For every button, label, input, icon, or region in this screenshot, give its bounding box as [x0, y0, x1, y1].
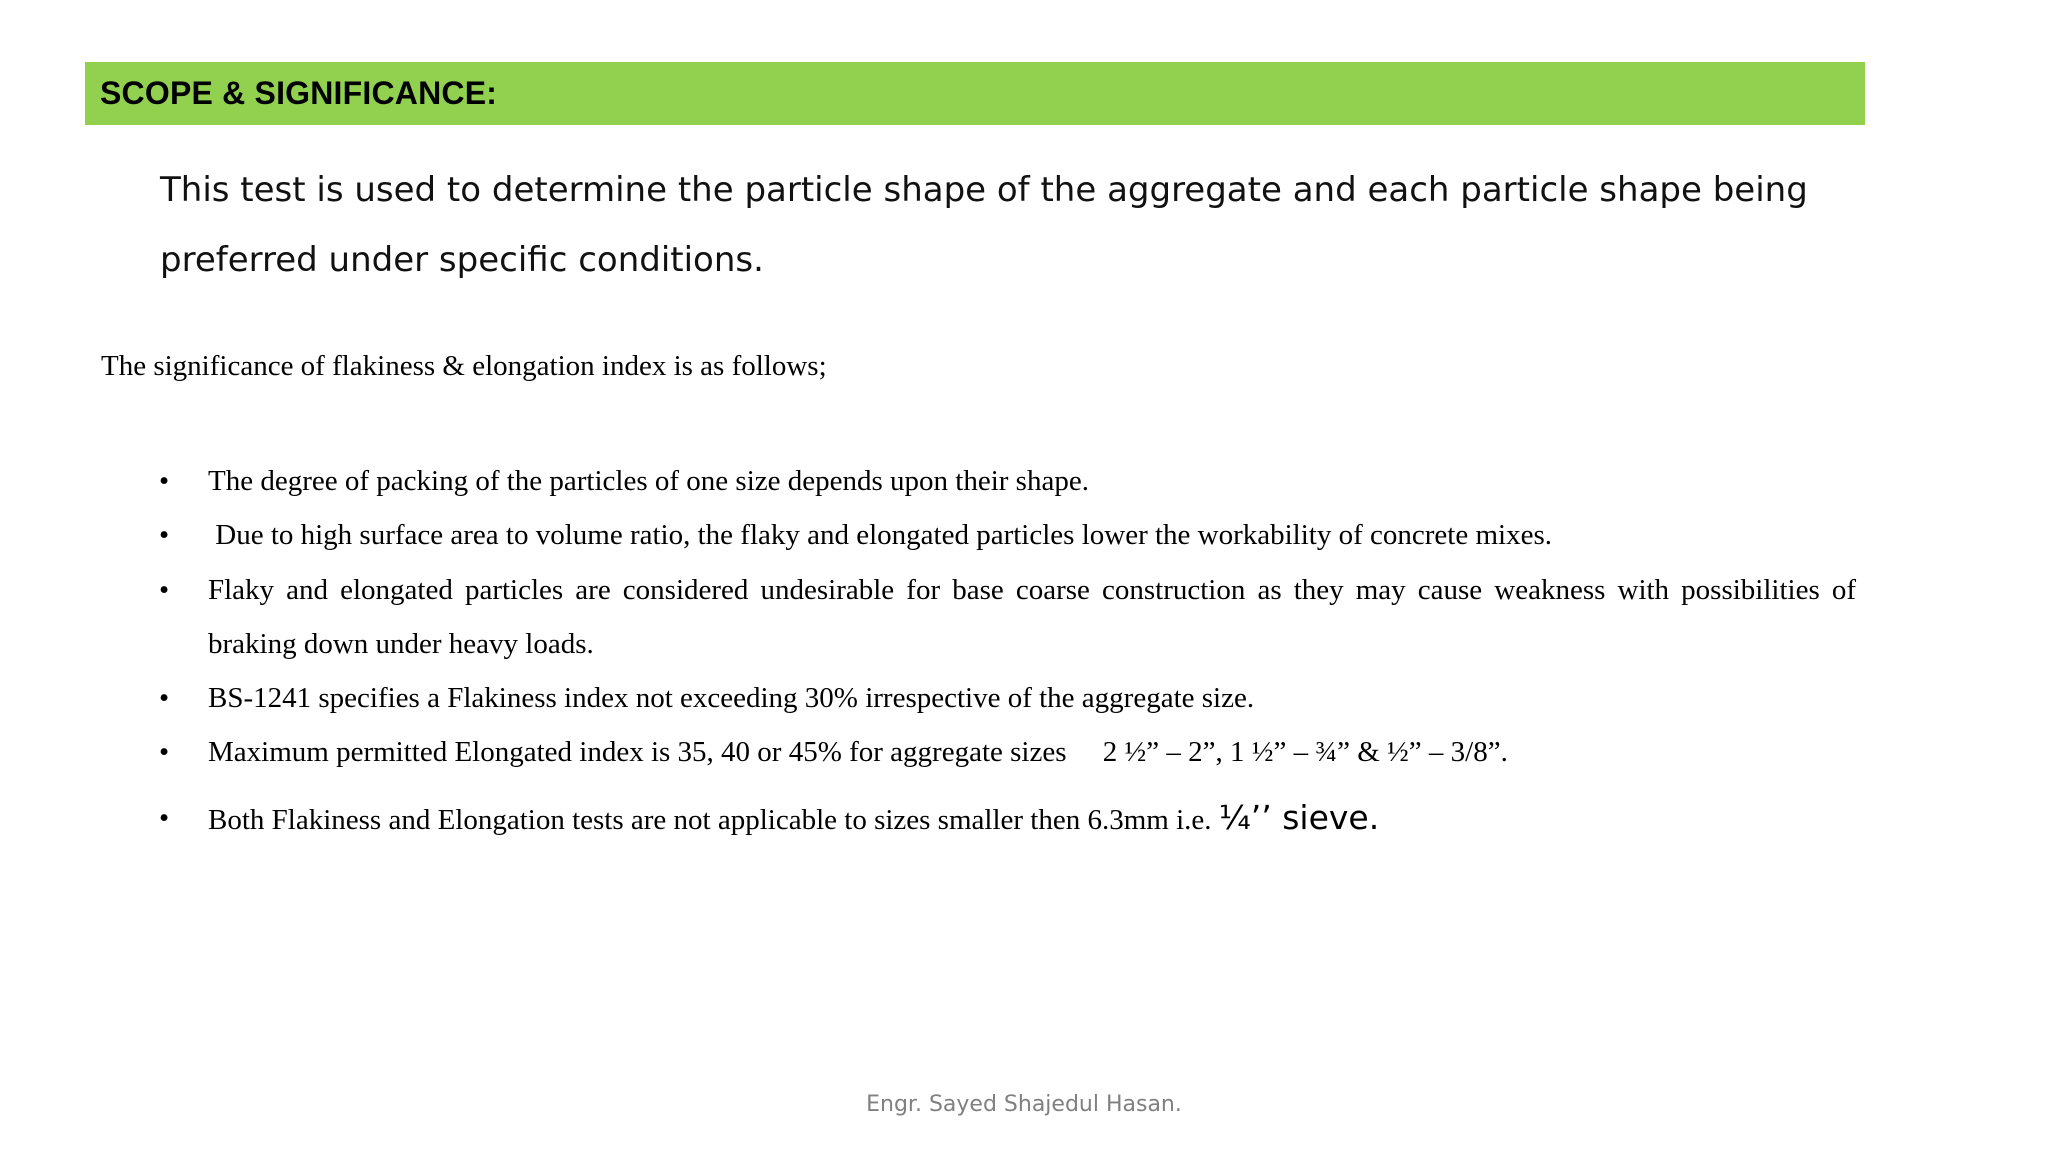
bullet-text: [208, 791, 1856, 847]
sieve-size-text: ¼’’ sieve.: [1218, 798, 1380, 837]
bullet-text: Flaky and elongated particles are considered undesirable for base coarse construction as they may cause weakness with possibilities of braking down under heavy loads.: [208, 574, 1856, 660]
bullet-text: Maximum permitted Elongated index is 35, 40 or 45% for aggregate sizes 2 ½” – 2”, 1 ½” – ¾” & ½” – 3/8”.: [208, 736, 1508, 768]
intro-paragraph: This test is used to determine the particle shape of the aggregate and each particle shape being preferred under specific conditions.: [160, 170, 1808, 280]
bullet-text: The degree of packing of the particles of one size depends upon their shape.: [208, 465, 1089, 497]
bullet-marker: •: [159, 519, 170, 551]
bullet-marker: •: [159, 682, 170, 714]
bullet-marker: •: [159, 802, 170, 834]
lead-sentence: The significance of flakiness & elongation index is as follows;: [101, 350, 827, 382]
footer-author: Engr. Sayed Shajedul Hasan.: [866, 1092, 1182, 1117]
bullet-text: Due to high surface area to volume ratio, the flaky and elongated particles lower the workability of concrete mixes.: [208, 519, 1552, 551]
bullet-text-main: Both Flakiness and Elongation tests are not applicable to sizes smaller then 6.3mm i.e.: [208, 804, 1219, 836]
section-header-bar: [85, 62, 1865, 125]
bullet-marker: •: [159, 736, 170, 768]
bullet-marker: •: [159, 465, 170, 497]
bullet-text: BS-1241 specifies a Flakiness index not exceeding 30% irrespective of the aggregate size.: [208, 682, 1255, 714]
bullet-marker: •: [159, 574, 170, 606]
section-title: SCOPE & SIGNIFICANCE:: [100, 75, 498, 111]
